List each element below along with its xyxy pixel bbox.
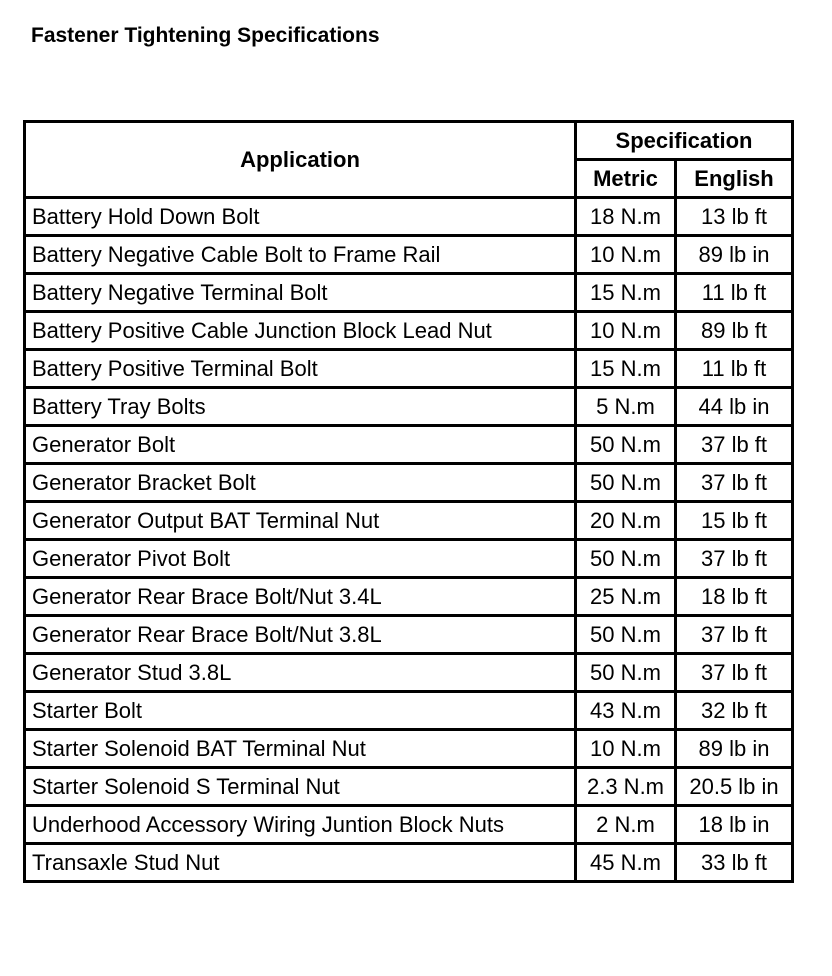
metric-cell: 20 N.m [576, 502, 676, 540]
english-cell: 37 lb ft [676, 654, 793, 692]
table-row [25, 616, 793, 654]
application-cell: Underhood Accessory Wiring Juntion Block Nuts [25, 806, 576, 844]
metric-cell: 50 N.m [576, 426, 676, 464]
english-cell: 18 lb in [676, 806, 793, 844]
metric-cell: 10 N.m [576, 312, 676, 350]
application-cell: Battery Negative Terminal Bolt [25, 274, 576, 312]
english-cell: 37 lb ft [676, 616, 793, 654]
metric-cell: 18 N.m [576, 198, 676, 236]
metric-cell: 43 N.m [576, 692, 676, 730]
metric-cell: 50 N.m [576, 616, 676, 654]
application-cell: Generator Rear Brace Bolt/Nut 3.8L [25, 616, 576, 654]
english-cell: 13 lb ft [676, 198, 793, 236]
application-cell: Battery Positive Cable Junction Block Lead Nut [25, 312, 576, 350]
application-cell: Battery Negative Cable Bolt to Frame Rail [25, 236, 576, 274]
table-row [25, 312, 793, 350]
application-cell: Starter Bolt [25, 692, 576, 730]
column-group-header-specification: Specification [576, 122, 793, 160]
table-row [25, 350, 793, 388]
english-cell: 89 lb in [676, 730, 793, 768]
application-cell: Generator Bolt [25, 426, 576, 464]
column-header-metric: Metric [576, 160, 676, 198]
metric-cell: 50 N.m [576, 464, 676, 502]
application-cell: Battery Hold Down Bolt [25, 198, 576, 236]
column-header-application: Application [25, 122, 576, 198]
application-cell: Generator Pivot Bolt [25, 540, 576, 578]
table-row [25, 540, 793, 578]
table-row [25, 806, 793, 844]
metric-cell: 10 N.m [576, 236, 676, 274]
metric-cell: 2.3 N.m [576, 768, 676, 806]
english-cell: 20.5 lb in [676, 768, 793, 806]
metric-cell: 15 N.m [576, 350, 676, 388]
table-row [25, 464, 793, 502]
metric-cell: 25 N.m [576, 578, 676, 616]
table-row [25, 502, 793, 540]
metric-cell: 45 N.m [576, 844, 676, 882]
table-row [25, 768, 793, 806]
metric-cell: 50 N.m [576, 540, 676, 578]
english-cell: 11 lb ft [676, 274, 793, 312]
application-cell: Battery Positive Terminal Bolt [25, 350, 576, 388]
english-cell: 37 lb ft [676, 540, 793, 578]
metric-cell: 10 N.m [576, 730, 676, 768]
english-cell: 15 lb ft [676, 502, 793, 540]
specification-table [23, 120, 794, 883]
application-cell: Generator Output BAT Terminal Nut [25, 502, 576, 540]
english-cell: 44 lb in [676, 388, 793, 426]
table-body [25, 198, 793, 882]
application-cell: Generator Bracket Bolt [25, 464, 576, 502]
application-cell: Transaxle Stud Nut [25, 844, 576, 882]
table-row [25, 236, 793, 274]
english-cell: 33 lb ft [676, 844, 793, 882]
metric-cell: 15 N.m [576, 274, 676, 312]
application-cell: Starter Solenoid BAT Terminal Nut [25, 730, 576, 768]
table-row [25, 654, 793, 692]
table-row [25, 426, 793, 464]
table-row [25, 844, 793, 882]
table-row [25, 198, 793, 236]
table-row [25, 388, 793, 426]
english-cell: 11 lb ft [676, 350, 793, 388]
metric-cell: 50 N.m [576, 654, 676, 692]
table-row [25, 274, 793, 312]
application-cell: Starter Solenoid S Terminal Nut [25, 768, 576, 806]
application-cell: Battery Tray Bolts [25, 388, 576, 426]
table-row [25, 692, 793, 730]
application-cell: Generator Stud 3.8L [25, 654, 576, 692]
english-cell: 37 lb ft [676, 464, 793, 502]
table-row [25, 578, 793, 616]
metric-cell: 5 N.m [576, 388, 676, 426]
english-cell: 89 lb in [676, 236, 793, 274]
metric-cell: 2 N.m [576, 806, 676, 844]
table-header [25, 122, 793, 198]
english-cell: 18 lb ft [676, 578, 793, 616]
english-cell: 37 lb ft [676, 426, 793, 464]
english-cell: 32 lb ft [676, 692, 793, 730]
table-row [25, 730, 793, 768]
application-cell: Generator Rear Brace Bolt/Nut 3.4L [25, 578, 576, 616]
english-cell: 89 lb ft [676, 312, 793, 350]
page-title: Fastener Tightening Specifications [31, 24, 380, 47]
column-header-english: English [676, 160, 793, 198]
